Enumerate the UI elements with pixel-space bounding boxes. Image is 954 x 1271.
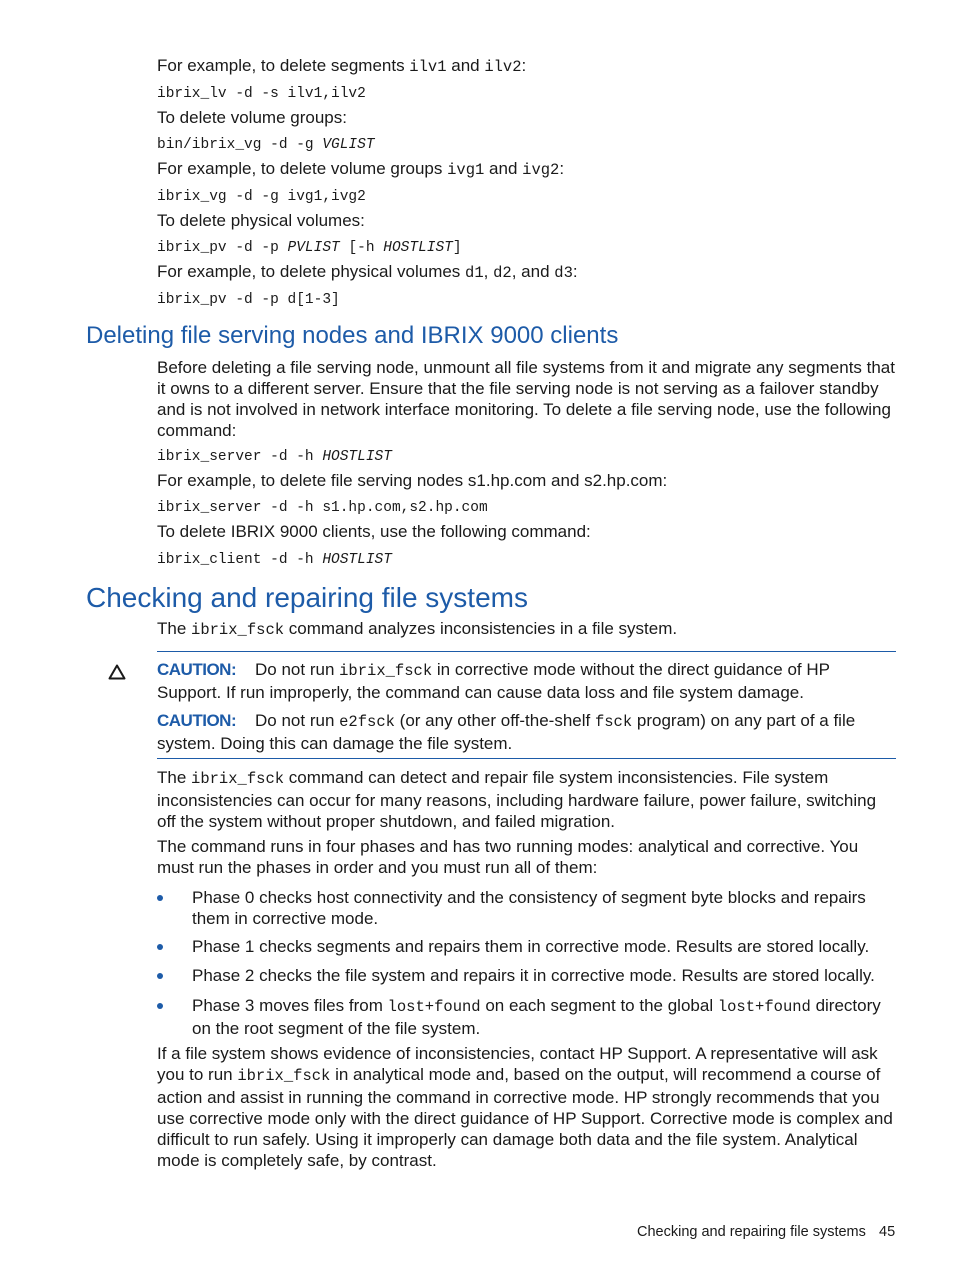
code-line (157, 448, 392, 466)
text: Phase 3 moves files from (192, 996, 388, 1015)
caution-note (157, 659, 897, 703)
page-number: 45 (879, 1224, 896, 1240)
warning-triangle-icon (108, 664, 126, 685)
code-inline: ibrix_fsck (237, 1067, 331, 1085)
list-item-text: Phase 2 checks the file system and repairs it in corrective mode. Results are stored locally. (192, 966, 875, 985)
paragraph (157, 767, 897, 832)
code-inline: ibrix_fsck (339, 662, 433, 680)
code-placeholder: HOSTLIST (322, 449, 392, 465)
example-text (157, 261, 578, 284)
code-placeholder: HOSTLIST (383, 240, 453, 256)
caution-top-rule (157, 651, 896, 652)
list-item (157, 936, 897, 957)
code-part: bin/ibrix_vg -d -g (157, 137, 323, 153)
text: and (446, 56, 485, 75)
text: program) on any part of a file system. Doing this can damage the file system. (157, 711, 856, 753)
code-inline: ilv1 (409, 58, 447, 76)
code-inline: e2fsck (339, 713, 395, 731)
code-inline: d2 (493, 264, 512, 282)
code-inline: d1 (465, 264, 484, 282)
code-part: [-h (339, 240, 384, 256)
bullet-icon (157, 973, 163, 979)
code-placeholder: VGLIST (322, 137, 375, 153)
code-placeholder: PVLIST (287, 240, 340, 256)
code-inline: ivg1 (447, 161, 485, 179)
code-part: ibrix_client -d -h (157, 552, 323, 568)
code-line: ibrix_vg -d -g ivg1,ivg2 (157, 189, 366, 205)
footer-title: Checking and repairing file systems (637, 1224, 866, 1240)
text: command analyzes inconsistencies in a file system. (284, 619, 678, 638)
bullet-icon (157, 895, 163, 901)
text: The (157, 619, 192, 638)
list-item (157, 965, 897, 986)
paragraph (157, 1043, 897, 1171)
text: command can detect and repair file system inconsistencies. File system inconsistencies can occur for many reasons, including hardware failure, power failure, switching off the system without proper shutdown, and failed migration. (157, 768, 877, 831)
section-heading: Deleting file serving nodes and IBRIX 9000 clients (86, 322, 619, 349)
caution-bottom-rule (157, 758, 896, 759)
code-part: ] (452, 240, 462, 256)
code-line: ibrix_lv -d -s ilv1,ilv2 (157, 86, 366, 102)
code-inline: ibrix_fsck (191, 770, 285, 788)
text: (or any other off-the-shelf (394, 711, 595, 730)
paragraph: Before deleting a file serving node, unmount all file systems from it and migrate any segments that it owns to a different server. Ensure that the file serving node is not serving as a failover standby and is not involved in network interface monitoring. To delete a file serving node, use the following command: (157, 358, 895, 440)
code-line (157, 136, 375, 154)
text: on each segment to the global (480, 996, 718, 1015)
text: , and (511, 262, 555, 281)
text: in analytical mode and, based on the output, will recommend a course of action and assist in running the command in corrective mode. HP strongly recommends that you use corrective mode only with the direct guidance of HP Support. Corrective mode is complex and difficult to run safely. Using it improperly can damage both data and the file system. Analytical mode is completely safe, by contrast. (157, 1065, 893, 1170)
code-inline: d3 (554, 264, 573, 282)
text: and (484, 159, 523, 178)
text: If a file system shows evidence of inconsistencies, contact HP Support. A representative will ask you to run (157, 1044, 878, 1084)
code-placeholder: HOSTLIST (322, 552, 392, 568)
bullet-icon (157, 1003, 163, 1009)
code-inline: ilv2 (484, 58, 522, 76)
section-heading: Checking and repairing file systems (86, 582, 528, 613)
code-inline: ivg2 (522, 161, 560, 179)
list-item (157, 995, 897, 1037)
paragraph: The command runs in four phases and has two running modes: analytical and corrective. You must run the phases in order and you must run all of them: (157, 837, 859, 877)
code-inline: lost+found (717, 998, 811, 1016)
code-inline: lost+found (387, 998, 481, 1016)
code-line (157, 551, 392, 569)
code-inline: ibrix_fsck (191, 621, 285, 639)
text: directory on the root segment of the file system. (192, 996, 881, 1038)
list-item-text (192, 995, 897, 1039)
text: , (483, 262, 494, 281)
example-text (157, 158, 564, 181)
paragraph: To delete IBRIX 9000 clients, use the following command: (157, 522, 591, 541)
paragraph: For example, to delete file serving nodes s1.hp.com and s2.hp.com: (157, 471, 668, 490)
caution-label: CAUTION: (157, 660, 237, 679)
list-item-text: Phase 0 checks host connectivity and the consistency of segment byte blocks and repairs them in corrective mode. (192, 888, 866, 928)
text: The (157, 768, 192, 787)
text: Do not run (255, 711, 340, 730)
code-part: ibrix_server -d -h (157, 449, 323, 465)
list-item-text: Phase 1 checks segments and repairs them in corrective mode. Results are stored locally. (192, 937, 870, 956)
text: : (521, 56, 527, 75)
paragraph (157, 618, 677, 641)
code-inline: fsck (594, 713, 633, 731)
code-part: ibrix_pv -d -p (157, 240, 288, 256)
instruction-text: To delete physical volumes: (157, 211, 365, 230)
code-line: ibrix_server -d -h s1.hp.com,s2.hp.com (157, 500, 488, 516)
text: For example, to delete segments (157, 56, 410, 75)
bullet-icon (157, 944, 163, 950)
code-line: ibrix_pv -d -p d[1-3] (157, 292, 340, 308)
instruction-text: To delete volume groups: (157, 108, 347, 127)
text: : (559, 159, 565, 178)
caution-note (157, 710, 897, 754)
code-line (157, 239, 462, 257)
list-item (157, 887, 897, 929)
text: : (572, 262, 578, 281)
caution-label: CAUTION: (157, 711, 237, 730)
text: For example, to delete volume groups (157, 159, 448, 178)
text: in corrective mode without the direct guidance of HP Support. If run improperly, the command can cause data loss and file system damage. (157, 660, 830, 702)
text: Do not run (255, 660, 340, 679)
example-text (157, 55, 526, 78)
text: For example, to delete physical volumes (157, 262, 466, 281)
